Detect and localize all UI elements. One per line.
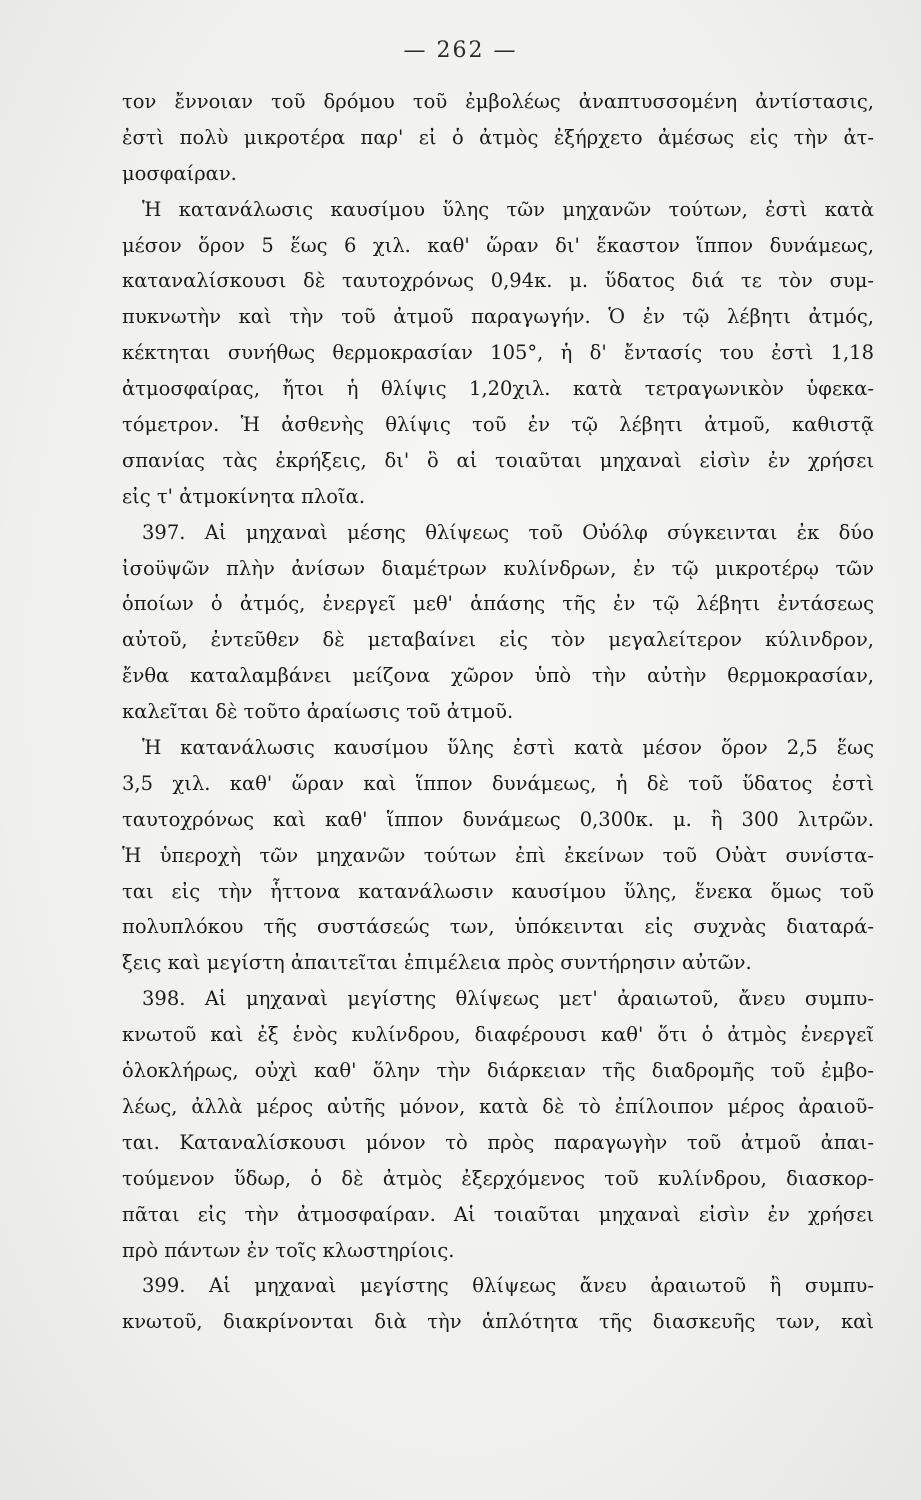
page-number: — 262 — (403, 38, 518, 63)
text-line: ἀτμοσφαίρας, ἤτοι ἡ θλίψις 1,20χιλ. κατὰ τετραγωνικὸν ὑφεκα- (122, 377, 874, 401)
text-line: τούμενον ὕδωρ, ὁ δὲ ἀτμὸς ἐξερχόμενος τοῦ κυλίνδρου, διασκορ- (122, 1166, 874, 1190)
text-line: αὐτοῦ, ἐντεῦθεν δὲ μεταβαίνει εἰς τὸν μεγαλείτερον κύλινδρον, (122, 628, 874, 652)
text-line: ταυτοχρόνως καὶ καθ' ἵππον δυνάμεως 0,300κ. μ. ἢ 300 λιτρῶν. (122, 807, 874, 831)
text-line: ται εἰς τὴν ἧττονα κατανάλωσιν καυσίμου ὕλης, ἕνεκα ὅμως τοῦ (122, 879, 874, 903)
text-line: μοσφαίραν. (122, 161, 237, 185)
text-line: 398. Αἱ μηχαναὶ μεγίστης θλίψεως μετ' ἀραιωτοῦ, ἄνευ συμπυ- (142, 987, 874, 1011)
text-line: κνωτοῦ, διακρίνονται διὰ τὴν ἁπλότητα τῆς διασκευῆς των, καὶ (122, 1310, 874, 1334)
text-line: ται. Καταναλίσκουσι μόνον τὸ πρὸς παραγωγὴν τοῦ ἀτμοῦ ἀπαι- (122, 1130, 874, 1154)
text-line: τόμετρον. Ἡ ἀσθενὴς θλίψις τοῦ ἐν τῷ λέβητι ἀτμοῦ, καθιστᾷ (122, 413, 874, 437)
text-line: εἰς τ' ἀτμοκίνητα πλοῖα. (122, 484, 366, 508)
text-line: πολυπλόκου τῆς συστάσεώς των, ὑπόκεινται εἰς συχνὰς διαταρά- (122, 915, 874, 939)
text-line: Ἡ ὑπεροχὴ τῶν μηχανῶν τούτων ἐπὶ ἐκείνων τοῦ Οὐὰτ συνίστα- (122, 843, 874, 867)
text-line: καταναλίσκουσι δὲ ταυτοχρόνως 0,94κ. μ. ὕδατος διά τε τὸν συμ- (122, 269, 874, 293)
text-line: κνωτοῦ καὶ ἐξ ἑνὸς κυλίνδρου, διαφέρουσι καθ' ὅτι ὁ ἀτμὸς ἐνεργεῖ (122, 1023, 874, 1047)
body-text (122, 84, 874, 1340)
text-line: ὁλοκλήρως, οὐχὶ καθ' ὅλην τὴν διάρκειαν τῆς διαδρομῆς τοῦ ἐμβο- (122, 1059, 874, 1083)
text-line: σπανίας τὰς ἐκρήξεις, δι' ὃ αἱ τοιαῦται μηχαναὶ εἰσὶν ἐν χρήσει (122, 448, 874, 472)
text-line: πᾶται εἰς τὴν ἀτμοσφαίραν. Αἱ τοιαῦται μηχαναὶ εἰσὶν ἐν χρήσει (122, 1202, 874, 1226)
text-line: κέκτηται συνήθως θερμοκρασίαν 105°, ἡ δ' ἔντασίς του ἐστὶ 1,18 (122, 341, 874, 365)
text-line: ὁποίων ὁ ἀτμός, ἐνεργεῖ μεθ' ἁπάσης τῆς ἐν τῷ λέβητι ἐντάσεως (122, 592, 874, 616)
text-line: 397. Αἱ μηχαναὶ μέσης θλίψεως τοῦ Οὐόλφ σύγκεινται ἐκ δύο (142, 520, 874, 544)
text-line: πρὸ πάντων ἐν τοῖς κλωστηρίοις. (122, 1238, 455, 1262)
text-line: ἔνθα καταλαμβάνει μείζονα χῶρον ὑπὸ τὴν αὐτὴν θερμοκρασίαν, (122, 664, 874, 688)
text-line: ἰσοϋψῶν πλὴν ἀνίσων διαμέτρων κυλίνδρων, ἐν τῷ μικροτέρῳ τῶν (122, 556, 874, 580)
text-line: πυκνωτὴν καὶ τὴν τοῦ ἀτμοῦ παραγωγήν. Ὁ ἐν τῷ λέβητι ἀτμός, (122, 305, 874, 329)
text-line: 399. Αἱ μηχαναὶ μεγίστης θλίψεως ἄνευ ἀραιωτοῦ ἢ συμπυ- (142, 1274, 874, 1298)
text-line: καλεῖται δὲ τοῦτο ἀραίωσις τοῦ ἀτμοῦ. (122, 700, 514, 724)
text-line: Ἡ κατανάλωσις καυσίμου ὕλης ἐστὶ κατὰ μέσον ὅρον 2,5 ἕως (142, 736, 874, 760)
text-line: Ἡ κατανάλωσις καυσίμου ὕλης τῶν μηχανῶν τούτων, ἐστὶ κατὰ (142, 197, 874, 221)
text-line: 3,5 χιλ. καθ' ὥραν καὶ ἵππον δυνάμεως, ἡ δὲ τοῦ ὕδατος ἐστὶ (122, 771, 874, 795)
text-line: τον ἔννοιαν τοῦ δρόμου τοῦ ἐμβολέως ἀναπτυσσομένη ἀντίστασις, (122, 90, 874, 113)
text-line: ξεις καὶ μεγίστη ἀπαιτεῖται ἐπιμέλεια πρὸς συντήρησιν αὐτῶν. (122, 951, 752, 975)
text-line: ἐστὶ πολὺ μικροτέρα παρ' εἰ ὁ ἀτμὸς ἐξήρχετο ἀμέσως εἰς τὴν ἀτ- (122, 125, 874, 149)
text-line: μέσον ὅρον 5 ἕως 6 χιλ. καθ' ὥραν δι' ἕκαστον ἵππον δυνάμεως, (122, 233, 874, 257)
text-line: λέως, ἀλλὰ μέρος αὐτῆς μόνον, κατὰ δὲ τὸ ἐπίλοιπον μέρος ἀραιοῦ- (122, 1094, 874, 1118)
